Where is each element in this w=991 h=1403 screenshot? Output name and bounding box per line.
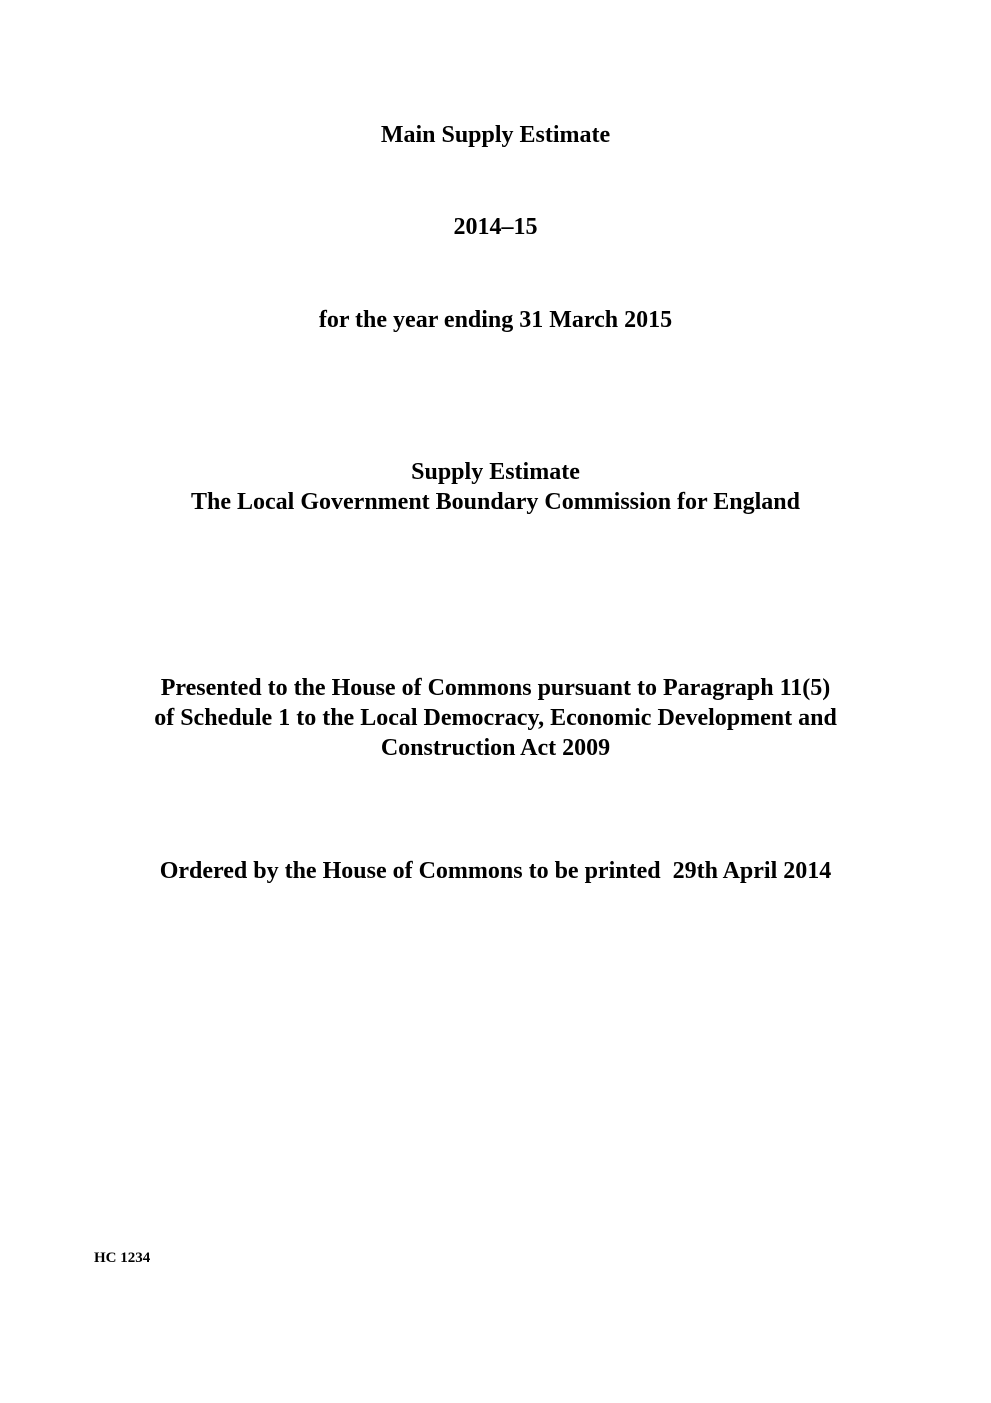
estimate-year: 2014–15 bbox=[453, 214, 538, 240]
document-title: Main Supply Estimate bbox=[380, 122, 611, 148]
presented-statement bbox=[0, 673, 991, 763]
presented-line: Presented to the House of Commons pursuant to Paragraph 11(5) bbox=[160, 675, 831, 701]
ordered-statement: Ordered by the House of Commons to be printed 29th April 2014 bbox=[159, 858, 832, 884]
presented-line: Construction Act 2009 bbox=[380, 735, 611, 761]
period-statement: for the year ending 31 March 2015 bbox=[318, 307, 673, 333]
estimate-body: The Local Government Boundary Commission for England bbox=[191, 489, 800, 515]
estimate-heading-block bbox=[0, 457, 991, 517]
presented-line: of Schedule 1 to the Local Democracy, Economic Development and bbox=[154, 705, 837, 731]
estimate-heading: Supply Estimate bbox=[411, 459, 580, 485]
hc-number: HC 1234 bbox=[94, 1250, 151, 1266]
